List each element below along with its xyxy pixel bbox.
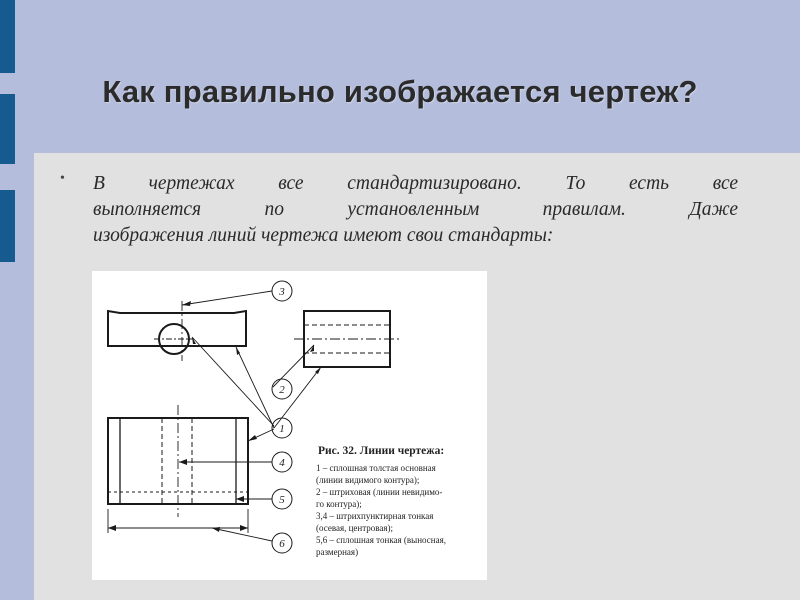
callout-number: 2 <box>279 384 285 396</box>
paragraph-line: изображения линий чертежа имеют свои стандарты: <box>93 225 554 246</box>
accent-bar <box>0 190 15 262</box>
callout-number: 4 <box>279 457 285 469</box>
paragraph-line: В чертежах все стандартизировано. То есть все <box>93 173 738 194</box>
leader-line <box>274 367 321 428</box>
leader-line <box>182 291 272 305</box>
callout-number: 1 <box>279 423 285 435</box>
legend-line: (линии видимого контура); <box>316 475 420 485</box>
legend-line: 1 – сплошная толстая основная <box>316 463 436 473</box>
leader-line <box>192 337 274 426</box>
paragraph-line: выполняется по установленным правилам. Даже <box>93 199 738 220</box>
legend-line: (осевая, центровая); <box>316 523 394 533</box>
callout-number: 5 <box>279 494 285 506</box>
legend-line: размерная) <box>316 547 359 557</box>
part-outline <box>108 311 246 346</box>
drawing-lines-figure <box>92 271 487 580</box>
leader-line <box>236 347 274 428</box>
technical-drawing <box>92 271 487 580</box>
callout-number: 3 <box>279 286 285 298</box>
legend-line: 2 – штриховая (линии невидимо- <box>316 487 443 497</box>
paragraph <box>93 171 738 249</box>
accent-bar <box>0 0 15 73</box>
callout-number: 6 <box>279 538 285 550</box>
legend-line: 3,4 – штрихпунктирная тонкая <box>316 511 434 521</box>
figure-caption: Рис. 32. Линии чертежа: <box>318 445 445 457</box>
slide-title: Как правильно изображается чертеж? <box>102 74 698 109</box>
legend-line: 5,6 – сплошная тонкая (выносная, <box>316 535 446 545</box>
bullet-dot: • <box>60 171 65 186</box>
legend-line: го контура); <box>316 499 362 509</box>
